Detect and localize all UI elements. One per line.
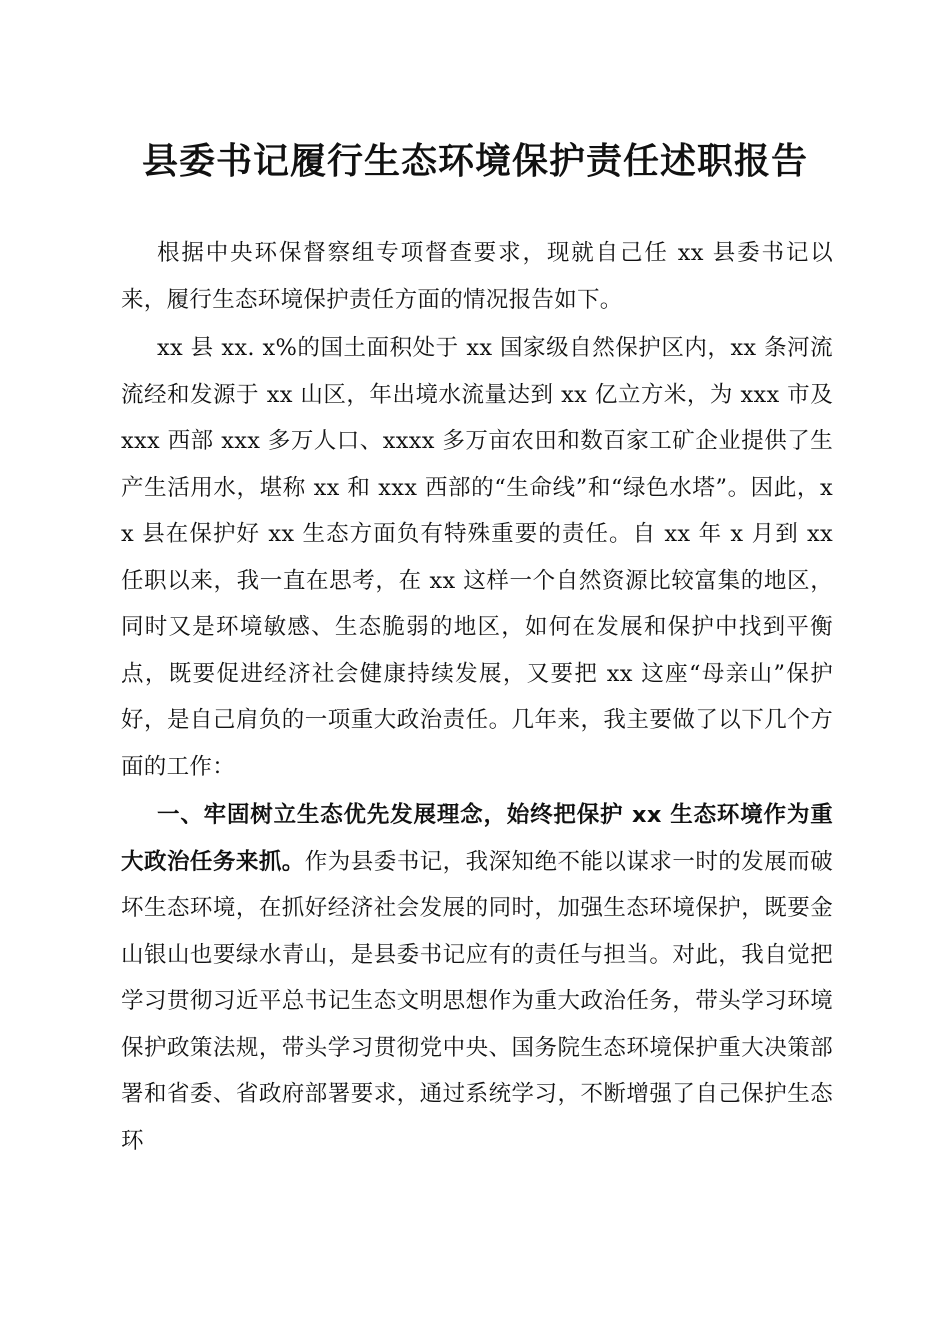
paragraph-intro-text: 根据中央环保督察组专项督查要求，现就自己任 xx 县委书记以来，履行生态环境保护责任方面的情况报告如下。: [121, 240, 833, 313]
paragraph-section-one: [121, 792, 833, 1164]
document-title: 县委书记履行生态环境保护责任述职报告: [141, 140, 808, 182]
paragraph-background-text: xx 县 xx. x%的国土面积处于 xx 国家级自然保护区内，xx 条河流流经和发源于 xx 山区，年出境水流量达到 xx 亿立方米，为 xxx 市及 xxx 西部 xxx 多万人口、xxxx 多万亩农田和数百家工矿企业提供了生产生活用水，堪称 xx 和 xxx 西部的“生命线”和“绿色水塔”。因此，xx 县在保护好 xx 生态方面负有特殊重要的责任。自 xx 年 x 月到 xx 任职以来，我一直在思考，在 xx 这样一个自然资源比较富集的地区，同时又是环境敏感、生态脆弱的地区，如何在发展和保护中找到平衡点，既要促进经济社会健康持续发展，又要把 xx 这座“母亲山”保护好，是自己肩负的一项重大政治责任。几年来，我主要做了以下几个方面的工作：: [121, 335, 833, 780]
paragraph-intro: [121, 230, 833, 323]
section-one-heading: 一、牢固树立生态优先发展理念，始终把保护 xx 生态环境作为重大政治任务来抓。: [121, 802, 833, 875]
section-one-text: 作为县委书记，我深知绝不能以谋求一时的发展而破坏生态环境，在抓好经济社会发展的同时，加强生态环境保护，既要金山银山也要绿水青山，是县委书记应有的责任与担当。对此，我自觉把学习贯彻习近平总书记生态文明思想作为重大政治任务，带头学习环境保护政策法规，带头学习贯彻党中央、国务院生态环境保护重大决策部署和省委、省政府部署要求，通过系统学习，不断增强了自己保护生态环: [121, 848, 834, 1154]
document-body: [121, 230, 833, 1164]
paragraph-background: [121, 325, 833, 790]
